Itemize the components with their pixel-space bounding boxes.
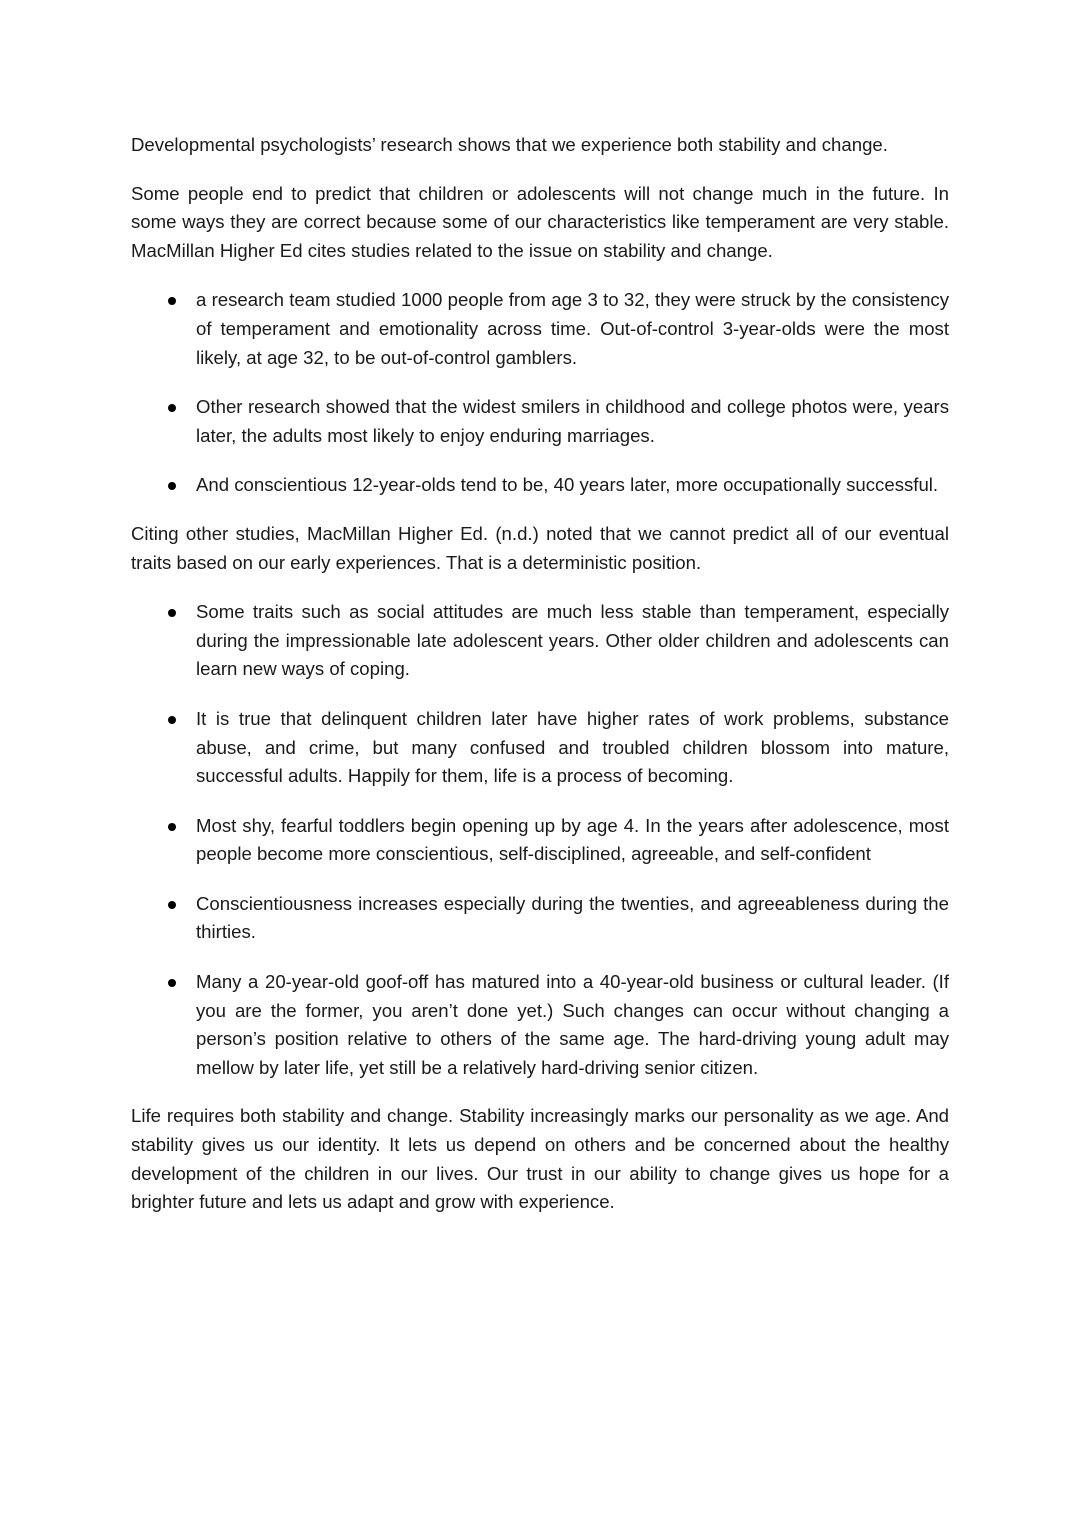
list-item (131, 598, 949, 684)
citing-studies-paragraph: Citing other studies, MacMillan Higher Ed. (n.d.) noted that we cannot predict all of our eventual traits based on our early experiences. That is a deterministic position. (131, 522, 949, 573)
conclusion-paragraph: Life requires both stability and change. Stability increasingly marks our personality as we age. And stability gives us our identity. It lets us depend on others and be concerned about the healthy development of the children in our lives. Our trust in our ability to change gives us hope for a brighter future and lets us adapt and grow with experience. (131, 1105, 949, 1213)
list-item (131, 968, 949, 1082)
list-item (131, 705, 949, 791)
list-item-text: Conscientiousness increases especially during the twenties, and agreeableness during the thirties. (196, 892, 949, 943)
bullet-dot-icon (168, 404, 176, 412)
prediction-paragraph: Some people end to predict that children or adolescents will not change much in the future. In some ways they are correct because some of our characteristics like temperament are very stable. MacMillan Higher Ed cites studies related to the issue on stability and change. (131, 182, 949, 261)
list-item (131, 890, 949, 947)
list-item (131, 286, 949, 372)
document-page (131, 131, 949, 1238)
list-item-text: Other research showed that the widest smilers in childhood and college photos were, years later, the adults most likely to enjoy enduring marriages. (196, 396, 949, 446)
list-item-text: And conscientious 12-year-olds tend to be, 40 years later, more occupationally successful. (196, 474, 939, 496)
list-item-text: Most shy, fearful toddlers begin opening up by age 4. In the years after adolescence, most people become more conscientious, self-disciplined, agreeable, and self-confident (196, 814, 949, 865)
intro-paragraph: Developmental psychologists’ research shows that we experience both stability and change. (131, 134, 888, 155)
list-item (131, 471, 949, 500)
list-item-text: Many a 20-year-old goof-off has matured into a 40-year-old business or cultural leader. (If you are the former, you aren’t done yet.) Such changes can occur without changing a person’s position relative to others of the same age. The hard-driving young adult may mellow by later life, yet still be a relatively hard-driving senior citizen. (196, 971, 949, 1078)
list-item-text: a research team studied 1000 people from age 3 to 32, they were struck by the consistency of temperament and emotionality across time. Out-of-control 3-year-olds were the most likely, at age 32, to be out-of-control gamblers. (196, 289, 949, 368)
list-item-text: It is true that delinquent children later have higher rates of work problems, substance abuse, and crime, but many confused and troubled children blossom into mature, successful adults. Happily for them, life is a process of becoming. (196, 707, 949, 787)
bullet-dot-icon (168, 901, 176, 909)
change-bullet-list (131, 598, 949, 1082)
bullet-dot-icon (168, 297, 176, 305)
list-item (131, 393, 949, 450)
list-item-text: Some traits such as social attitudes are much less stable than temperament, especially during the impressionable late adolescent years. Other older children and adolescents can learn new ways of coping. (196, 601, 949, 680)
stability-bullet-list (131, 286, 949, 500)
bullet-dot-icon (168, 482, 176, 490)
bullet-dot-icon (168, 609, 176, 617)
list-item (131, 812, 949, 869)
bullet-dot-icon (168, 979, 176, 987)
bullet-dot-icon (168, 716, 176, 724)
bullet-dot-icon (168, 823, 176, 831)
